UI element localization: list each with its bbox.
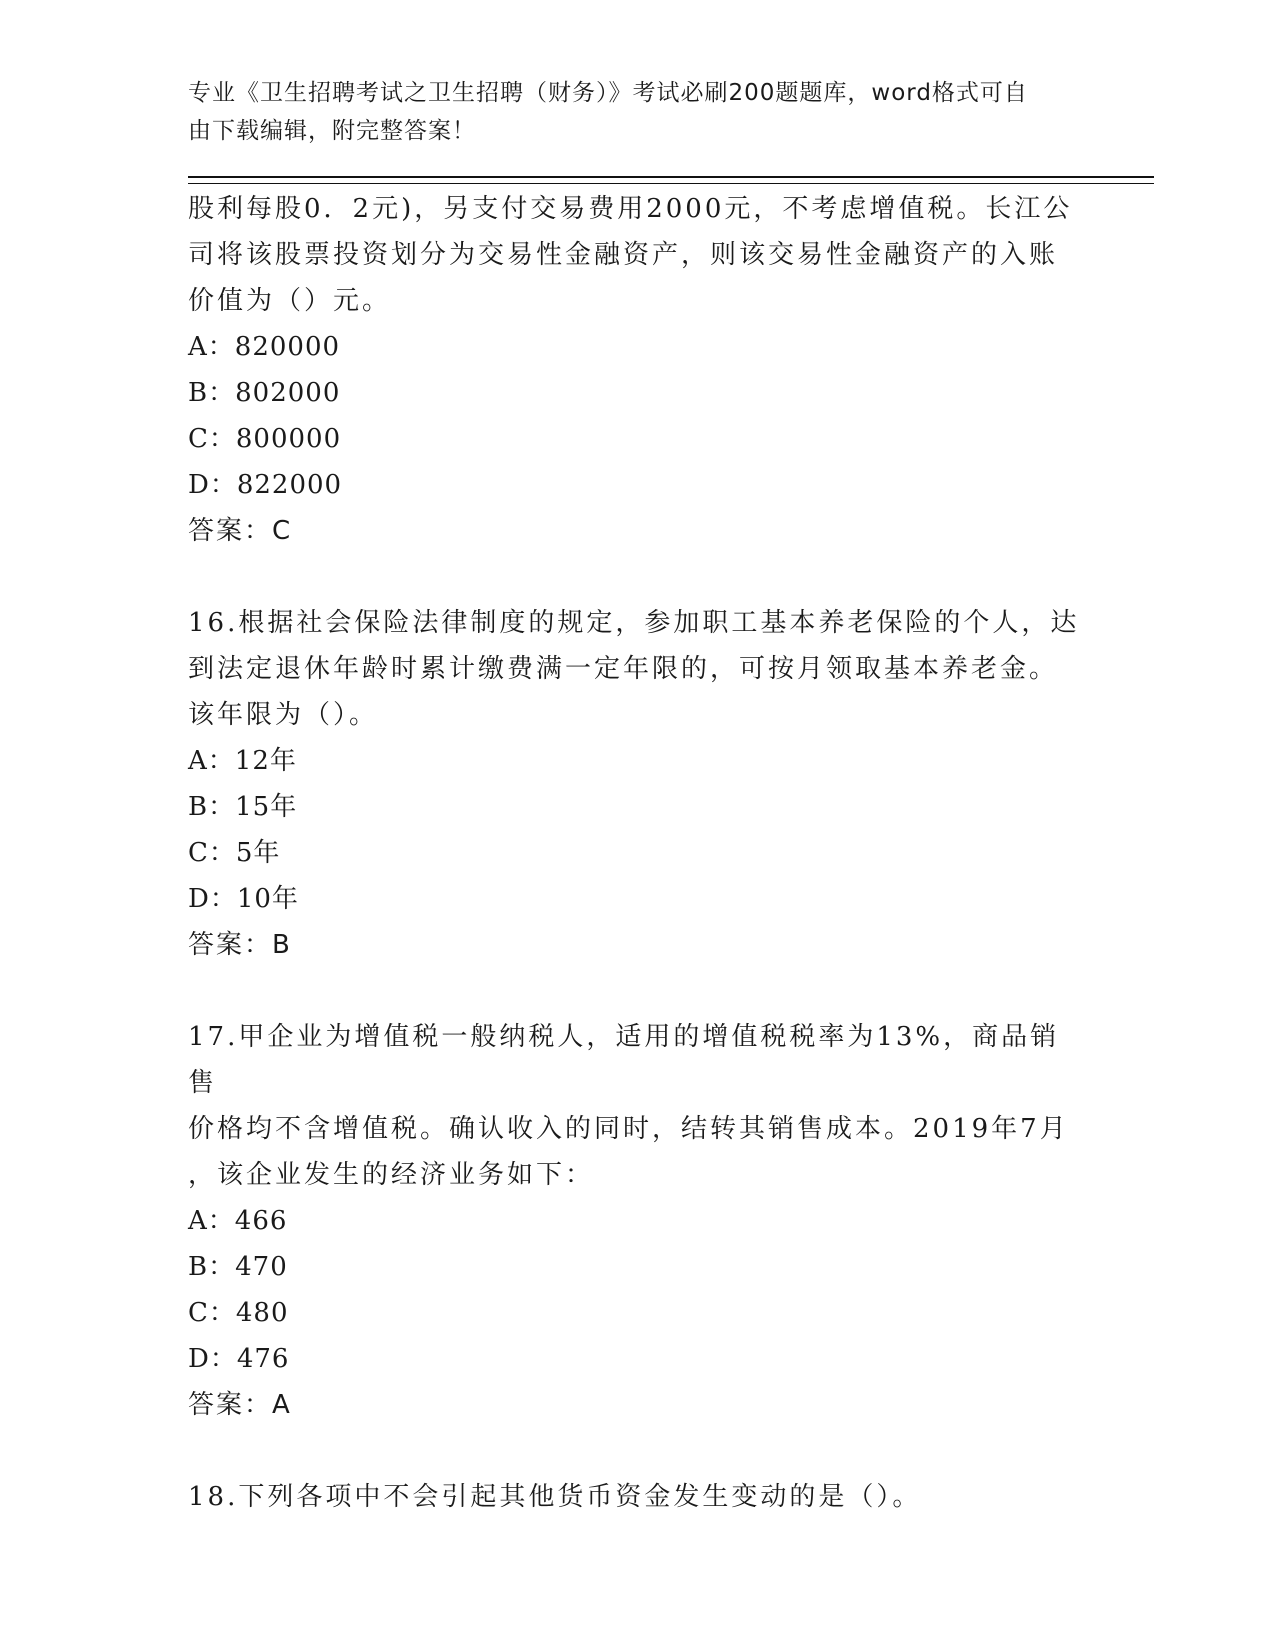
option-b: B：802000 xyxy=(188,378,341,408)
header-line-1: 专业《卫生招聘考试之卫生招聘（财务）》考试必刷200题题库，word格式可自 xyxy=(188,80,1028,106)
option-c: C：5年 xyxy=(188,838,281,868)
question-list xyxy=(188,186,1088,1520)
answer-line: 答案：A xyxy=(188,1390,292,1420)
question-text-line: 18.下列各项中不会引起其他货币资金发生变动的是（）。 xyxy=(188,1482,922,1512)
header-line-2: 由下载编辑，附完整答案！ xyxy=(188,118,476,144)
question-block xyxy=(188,1474,1088,1520)
question-block xyxy=(188,600,1088,968)
option-b: B：470 xyxy=(188,1252,288,1282)
question-text-line: 17.甲企业为增值税一般纳税人，适用的增值税税率为13%，商品销售 xyxy=(188,1022,1060,1098)
answer-line: 答案：B xyxy=(188,930,292,960)
question-text-line: 司将该股票投资划分为交易性金融资产，则该交易性金融资产的入账 xyxy=(188,240,1059,270)
option-a: A：820000 xyxy=(188,332,341,362)
option-a: A：12年 xyxy=(188,746,297,776)
answer-line: 答案：C xyxy=(188,516,293,546)
question-text-line: 价格均不含增值税。确认收入的同时，结转其销售成本。2019年7月 xyxy=(188,1114,1069,1144)
option-d: D：822000 xyxy=(188,470,343,500)
question-text-line: ，该企业发生的经济业务如下： xyxy=(188,1160,595,1190)
question-text-line: 16.根据社会保险法律制度的规定，参加职工基本养老保险的个人，达 xyxy=(188,608,1080,638)
question-block xyxy=(188,186,1088,554)
question-text-line: 该年限为（）。 xyxy=(188,700,379,730)
option-a: A：466 xyxy=(188,1206,288,1236)
question-block xyxy=(188,1014,1088,1428)
option-d: D：10年 xyxy=(188,884,299,914)
option-c: C：800000 xyxy=(188,424,342,454)
question-text-line: 到法定退休年龄时累计缴费满一定年限的，可按月领取基本养老金。 xyxy=(188,654,1059,684)
option-d: D：476 xyxy=(188,1344,290,1374)
option-c: C：480 xyxy=(188,1298,289,1328)
header-rule-thin xyxy=(188,183,1154,184)
question-text-line: 股利每股0．2元)，另支付交易费用2000元，不考虑增值税。长江公 xyxy=(188,194,1073,224)
header-rule-thick xyxy=(188,176,1154,178)
question-text-line: 价值为（）元。 xyxy=(188,286,392,316)
document-header xyxy=(188,74,1068,150)
option-b: B：15年 xyxy=(188,792,298,822)
